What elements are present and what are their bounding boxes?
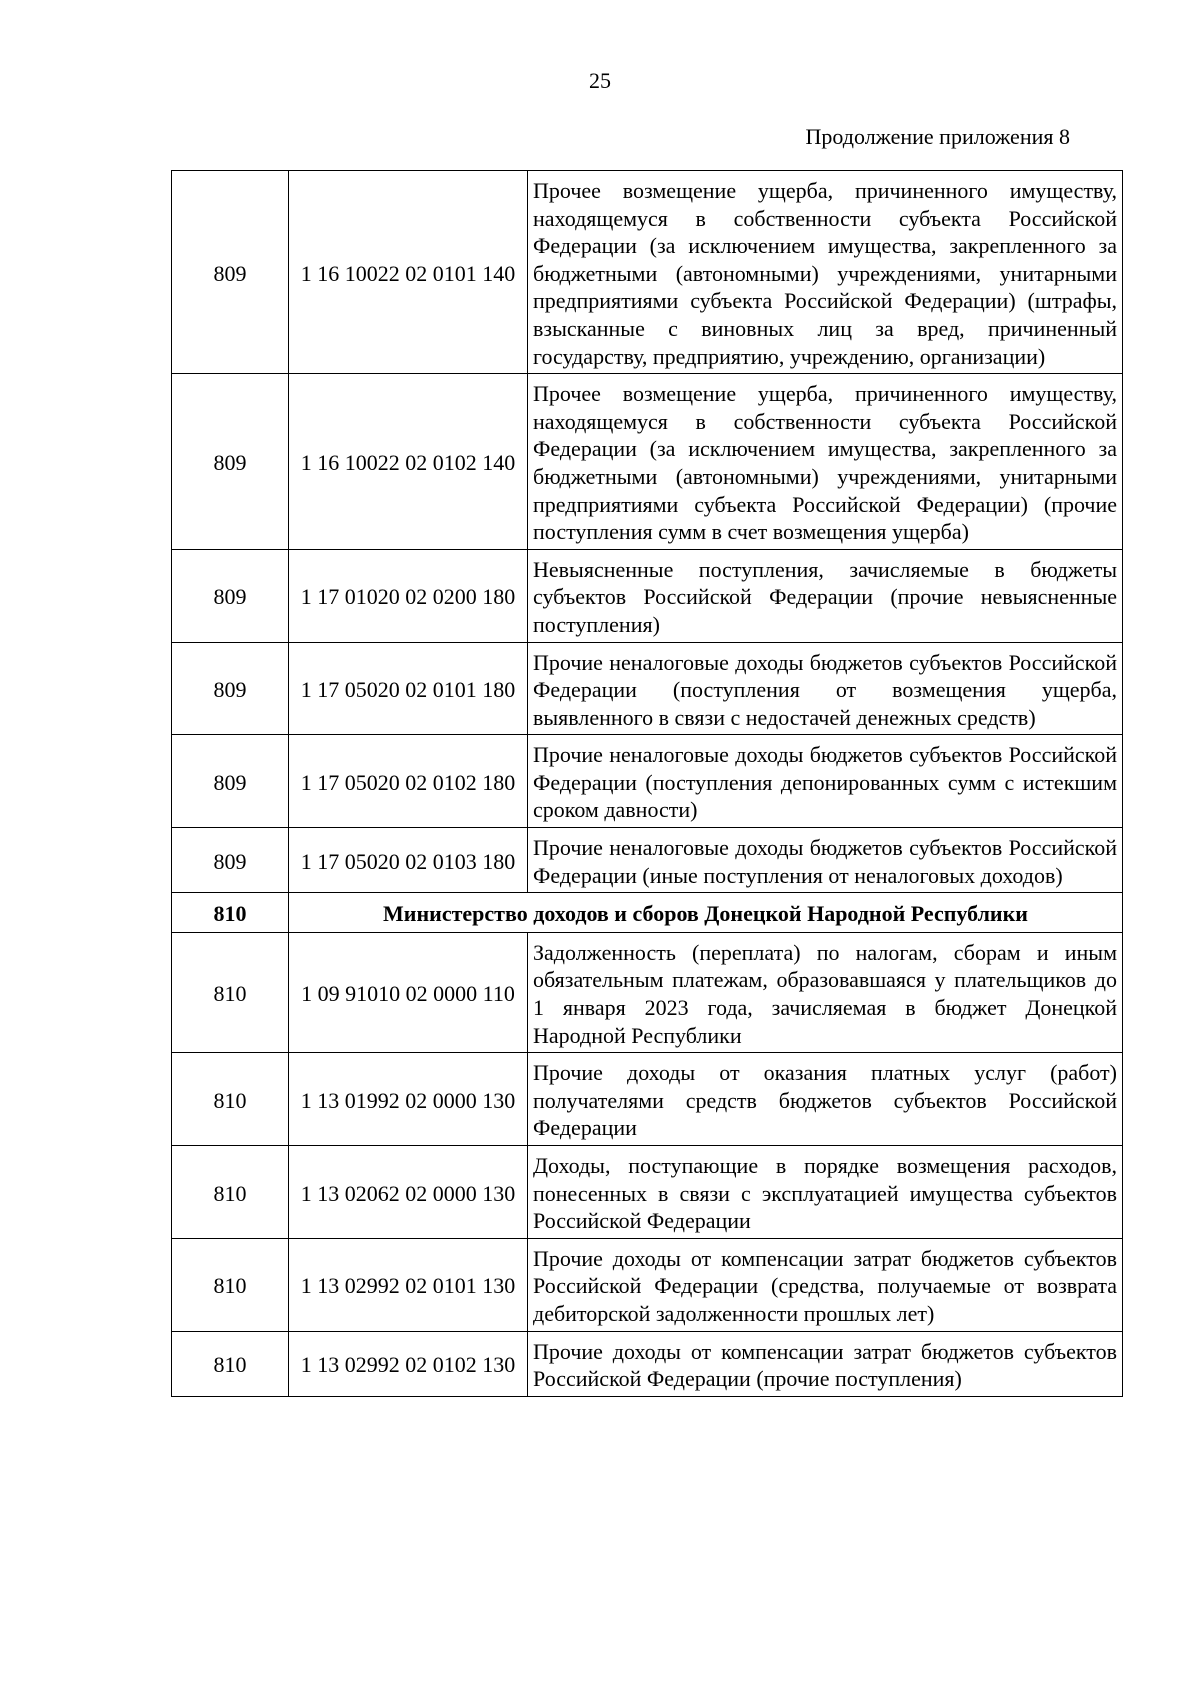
- description-cell: Прочие неналоговые доходы бюджетов субъектов Российской Федерации (поступления депонированных сумм с истекшим сроком давности): [528, 735, 1123, 828]
- description-cell: Доходы, поступающие в порядке возмещения расходов, понесенных в связи с эксплуатацией имущества субъектов Российской Федерации: [528, 1146, 1123, 1239]
- description-cell: Задолженность (переплата) по налогам, сборам и иным обязательным платежам, образовавшаяся у плательщиков до 1 января 2023 года, зачисляемая в бюджет Донецкой Народной Республики: [528, 932, 1123, 1052]
- table-row: [172, 1053, 1123, 1146]
- description-cell: Прочее возмещение ущерба, причиненного имуществу, находящемуся в собственности субъекта Российской Федерации (за исключением имущества, закрепленного за бюджетными (автономными) учреждениями, унитарными предприятиями субъекта Российской Федерации) (прочие поступления сумм в счет возмещения ущерба): [528, 374, 1123, 550]
- appendix-continuation-note: Продолжение приложения 8: [805, 124, 1070, 149]
- description-cell: Невыясненные поступления, зачисляемые в бюджеты субъектов Российской Федерации (прочие невыясненные поступления): [528, 549, 1123, 642]
- admin-code-cell: 810: [172, 932, 289, 1052]
- table-row: [172, 1238, 1123, 1331]
- admin-code-cell: 810: [172, 1238, 289, 1331]
- page-number: 25: [589, 68, 611, 93]
- admin-code-cell: 809: [172, 549, 289, 642]
- revenue-code-cell: 1 13 02992 02 0101 130: [289, 1238, 528, 1331]
- admin-code-cell: 809: [172, 828, 289, 893]
- revenue-code-cell: 1 17 05020 02 0101 180: [289, 642, 528, 735]
- table-row: [172, 1331, 1123, 1396]
- table-row: [172, 1146, 1123, 1239]
- table-row: [172, 171, 1123, 374]
- description-cell: Прочие неналоговые доходы бюджетов субъектов Российской Федерации (иные поступления от неналоговых доходов): [528, 828, 1123, 893]
- admin-code-cell: 810: [172, 1331, 289, 1396]
- table-row: [172, 642, 1123, 735]
- section-header-row: [172, 893, 1123, 933]
- revenue-code-cell: 1 16 10022 02 0102 140: [289, 374, 528, 550]
- revenue-code-cell: 1 13 01992 02 0000 130: [289, 1053, 528, 1146]
- section-title: Министерство доходов и сборов Донецкой Народной Республики: [289, 893, 1123, 933]
- revenue-code-cell: 1 17 01020 02 0200 180: [289, 549, 528, 642]
- admin-code-cell: 809: [172, 735, 289, 828]
- revenue-code-cell: 1 17 05020 02 0103 180: [289, 828, 528, 893]
- table-row: [172, 828, 1123, 893]
- description-cell: Прочее возмещение ущерба, причиненного имуществу, находящемуся в собственности субъекта Российской Федерации (за исключением имущества, закрепленного за бюджетными (автономными) учреждениями, унитарными предприятиями субъекта Российской Федерации) (штрафы, взысканные с виновных лиц за вред, причиненный государству, предприятию, учреждению, организации): [528, 171, 1123, 374]
- table-row: [172, 374, 1123, 550]
- table-row: [172, 735, 1123, 828]
- revenue-code-cell: 1 16 10022 02 0101 140: [289, 171, 528, 374]
- table-row: [172, 932, 1123, 1052]
- budget-revenue-table: [171, 170, 1123, 1397]
- revenue-code-cell: 1 13 02992 02 0102 130: [289, 1331, 528, 1396]
- revenue-code-cell: 1 17 05020 02 0102 180: [289, 735, 528, 828]
- revenue-code-cell: 1 09 91010 02 0000 110: [289, 932, 528, 1052]
- section-admin-code: 810: [172, 893, 289, 933]
- admin-code-cell: 810: [172, 1053, 289, 1146]
- revenue-code-cell: 1 13 02062 02 0000 130: [289, 1146, 528, 1239]
- description-cell: Прочие неналоговые доходы бюджетов субъектов Российской Федерации (поступления от возмещения ущерба, выявленного в связи с недостачей денежных средств): [528, 642, 1123, 735]
- admin-code-cell: 809: [172, 642, 289, 735]
- table-row: [172, 549, 1123, 642]
- description-cell: Прочие доходы от оказания платных услуг (работ) получателями средств бюджетов субъектов Российской Федерации: [528, 1053, 1123, 1146]
- description-cell: Прочие доходы от компенсации затрат бюджетов субъектов Российской Федерации (средства, получаемые от возврата дебиторской задолженности прошлых лет): [528, 1238, 1123, 1331]
- admin-code-cell: 810: [172, 1146, 289, 1239]
- admin-code-cell: 809: [172, 171, 289, 374]
- admin-code-cell: 809: [172, 374, 289, 550]
- description-cell: Прочие доходы от компенсации затрат бюджетов субъектов Российской Федерации (прочие поступления): [528, 1331, 1123, 1396]
